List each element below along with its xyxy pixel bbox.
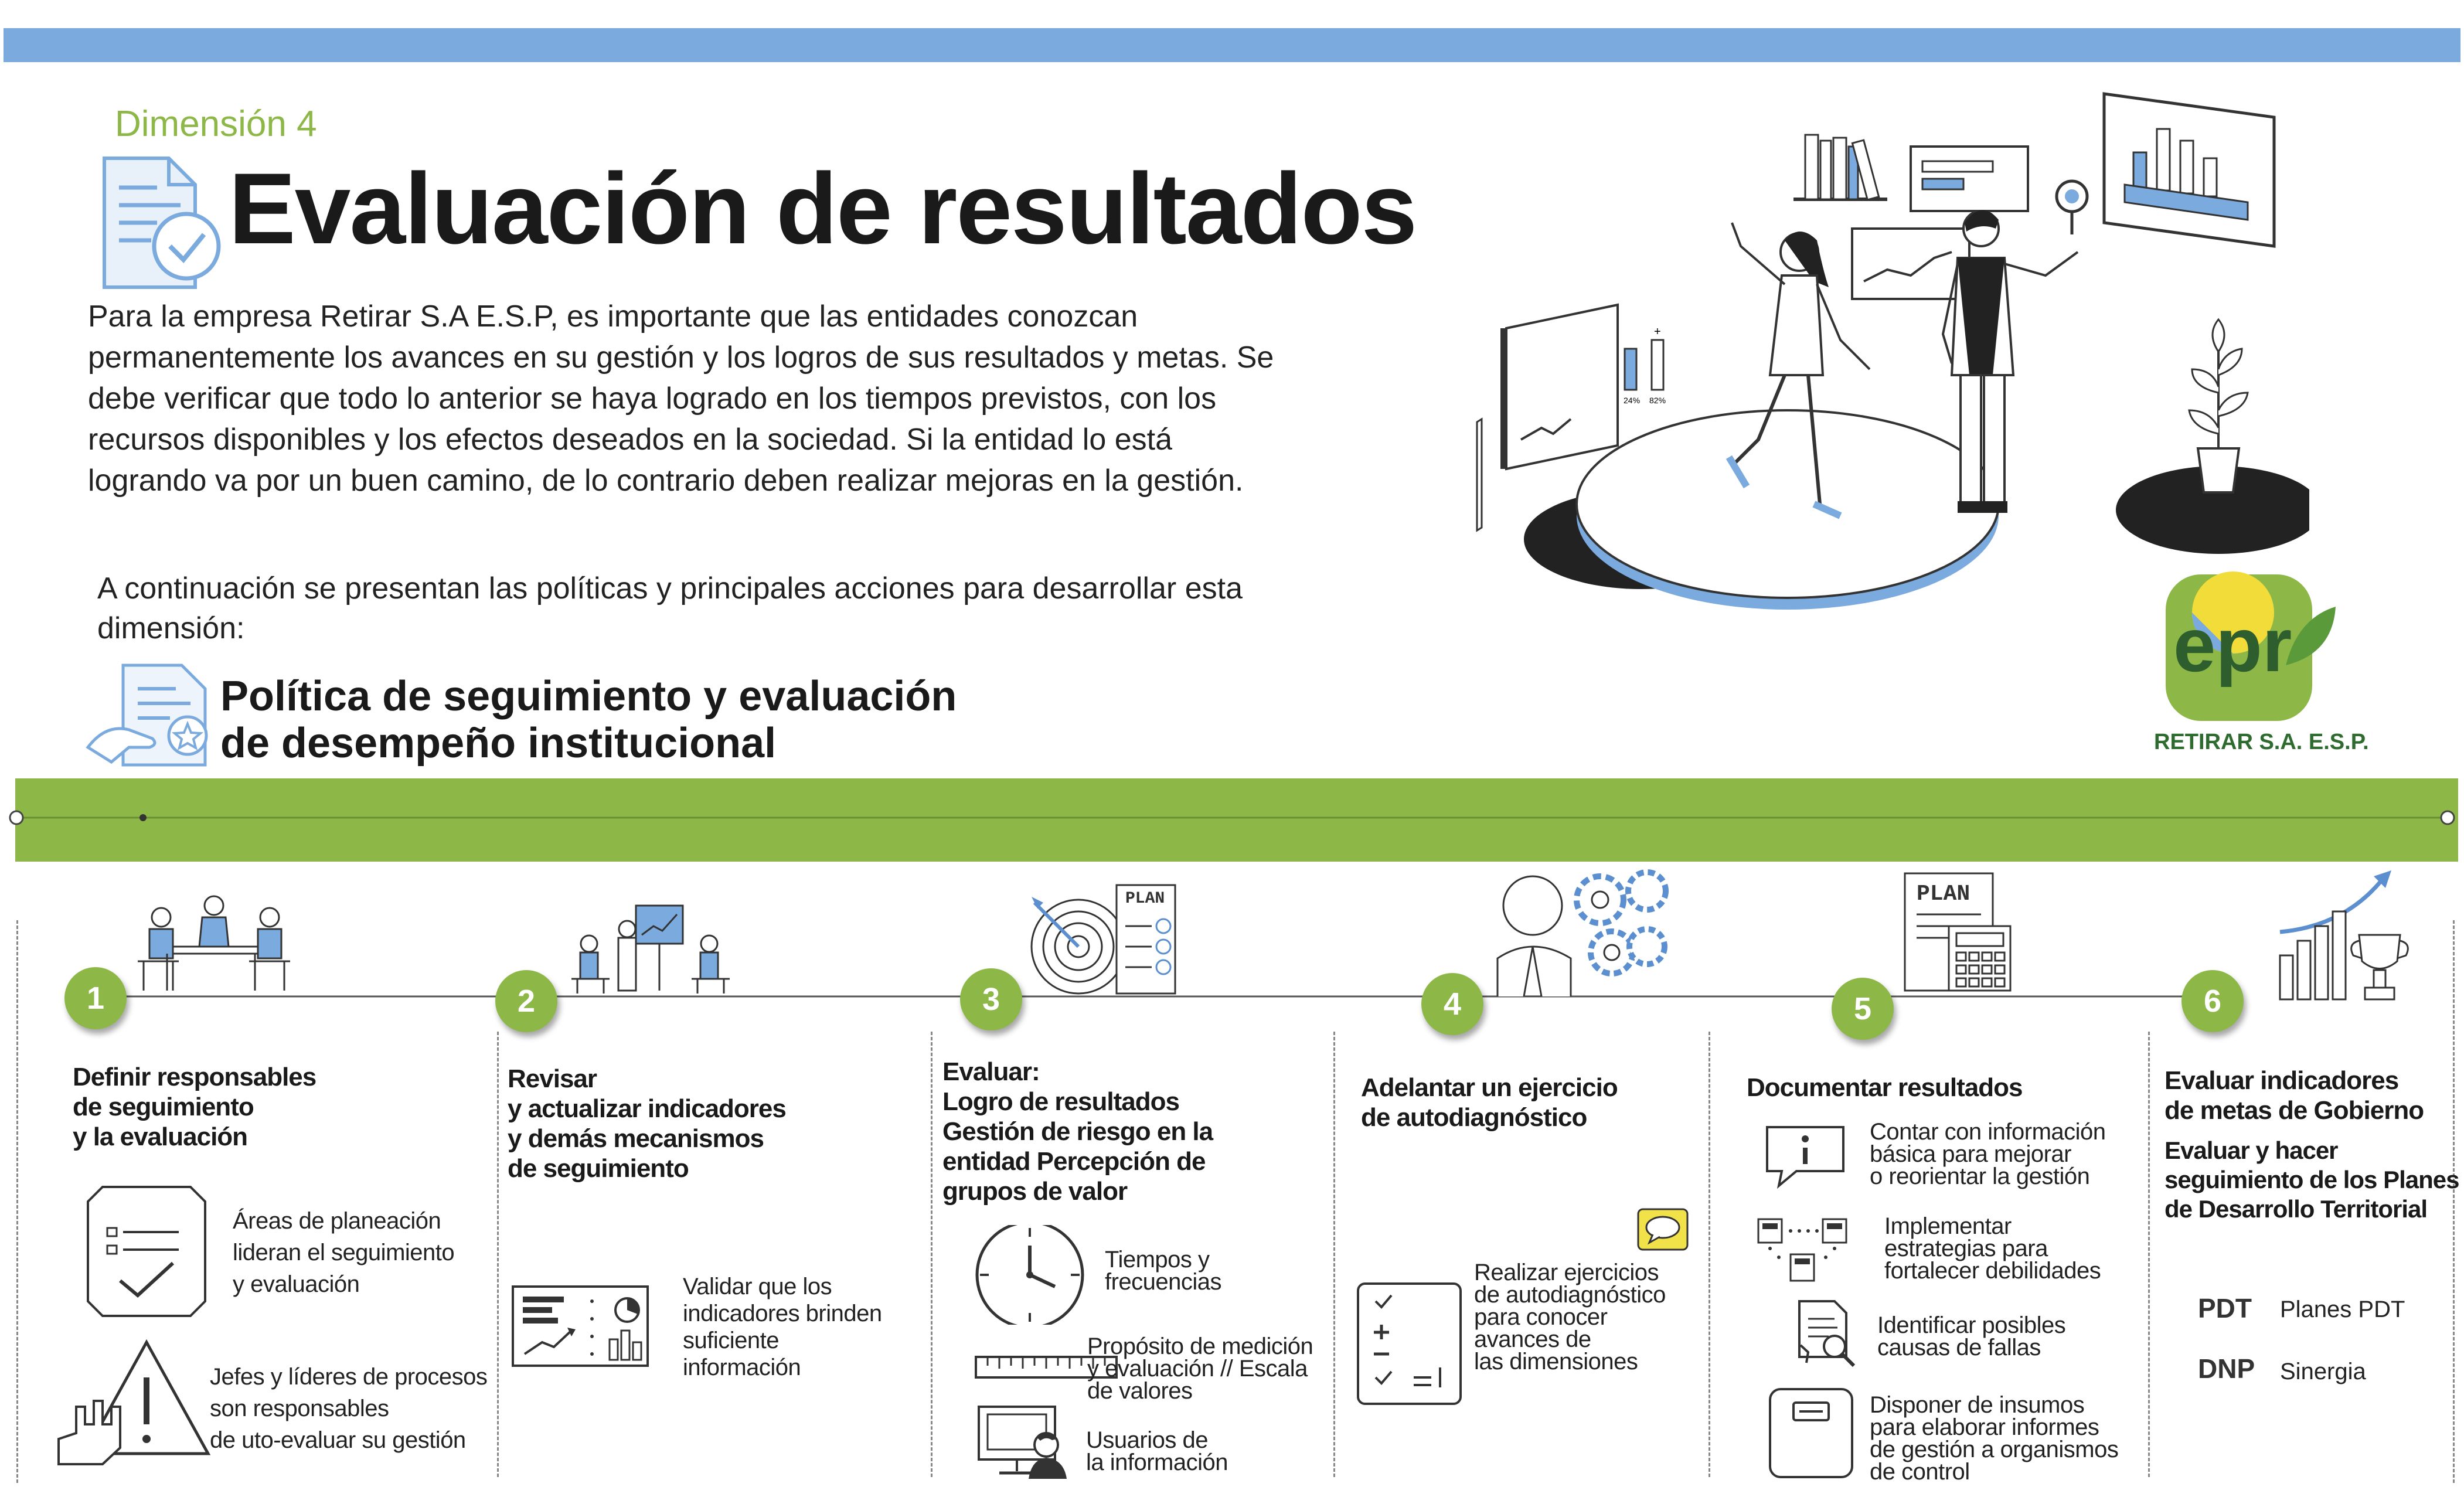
checklist-icon bbox=[85, 1184, 208, 1319]
logo-letters: epr bbox=[2173, 602, 2292, 688]
page-title: Evaluación de resultados bbox=[229, 152, 1417, 265]
step-3-heading-line: entidad Percepción de bbox=[942, 1147, 1206, 1176]
step-number-4: 4 bbox=[1421, 973, 1483, 1035]
step-6-subheading-line: seguimiento de los Planes bbox=[2164, 1166, 2459, 1193]
step-3-heading-line: Evaluar: bbox=[942, 1057, 1040, 1086]
text-line: Jefes y líderes de procesos bbox=[210, 1364, 488, 1390]
svg-text:PLAN: PLAN bbox=[1917, 882, 1970, 907]
column-divider bbox=[16, 920, 18, 1483]
step-5-item-3-text bbox=[1877, 1314, 2065, 1359]
step-6-heading-line: de metas de Gobierno bbox=[2164, 1096, 2424, 1125]
text-line: de control bbox=[1870, 1459, 1970, 1485]
column-divider bbox=[1709, 1032, 1710, 1477]
step-number-2: 2 bbox=[495, 970, 557, 1032]
company-logo bbox=[2163, 571, 2339, 724]
presentation-icon bbox=[563, 903, 738, 996]
step-1-heading-line: y la evaluación bbox=[73, 1122, 248, 1151]
computer-user-icon bbox=[976, 1404, 1073, 1480]
step-6-heading bbox=[2164, 1066, 2424, 1125]
speech-bubble-icon bbox=[1636, 1207, 1689, 1251]
step-1-heading-line: de seguimiento bbox=[73, 1093, 254, 1121]
step-number-6: 6 bbox=[2181, 970, 2244, 1032]
dnp-abbr: DNP bbox=[2198, 1353, 2255, 1384]
step-4-heading-line: Adelantar un ejercicio bbox=[1361, 1073, 1618, 1102]
column-divider bbox=[2148, 1032, 2150, 1477]
policy-title-line2: de desempeño institucional bbox=[220, 720, 777, 767]
text-line: la información bbox=[1086, 1450, 1228, 1475]
step-6-subheading-line: Evaluar y hacer bbox=[2164, 1137, 2338, 1164]
info-bubble-icon bbox=[1761, 1124, 1849, 1189]
text-line: Tiempos y bbox=[1105, 1247, 1210, 1273]
growth-trophy-icon bbox=[2274, 867, 2421, 1005]
step-6-heading-line: Evaluar indicadores bbox=[2164, 1066, 2399, 1095]
step-5-item-1-text bbox=[1870, 1121, 2106, 1188]
column-divider bbox=[931, 1032, 932, 1477]
text-line: o reorientar la gestión bbox=[1870, 1163, 2090, 1189]
text-line: Propósito de medición bbox=[1087, 1333, 1313, 1359]
text-line: Usuarios de bbox=[1086, 1427, 1208, 1453]
step-5-item-4-text bbox=[1870, 1394, 2128, 1483]
illustration-plus: + bbox=[1654, 325, 1661, 338]
step-5-heading-line: Documentar resultados bbox=[1747, 1073, 2023, 1102]
text-line: avances de bbox=[1474, 1326, 1591, 1352]
policy-title-line1: Política de seguimiento y evaluación bbox=[220, 673, 957, 720]
step-number-3: 3 bbox=[960, 968, 1022, 1030]
step-6-subheading bbox=[2164, 1136, 2459, 1224]
column-divider bbox=[1333, 1032, 1335, 1477]
step-3-item-1-text bbox=[1105, 1248, 1221, 1293]
document-search-icon bbox=[1793, 1298, 1858, 1369]
step-6-subheading-line: de Desarrollo Territorial bbox=[2164, 1195, 2428, 1223]
text-line: frecuencias bbox=[1105, 1269, 1222, 1295]
text-line: para conocer bbox=[1474, 1304, 1608, 1330]
text-line: Áreas de planeación bbox=[233, 1208, 441, 1234]
people-analytics-illustration bbox=[1465, 82, 2309, 633]
pdt-label: Planes PDT bbox=[2280, 1297, 2405, 1322]
step-3-heading-line: Logro de resultados bbox=[942, 1087, 1179, 1116]
step-5-item-2-text bbox=[1884, 1215, 2101, 1282]
step-2-heading-line: y actualizar indicadores bbox=[508, 1094, 786, 1123]
step-3-item-3-text bbox=[1086, 1429, 1228, 1474]
policy-title bbox=[220, 673, 957, 767]
text-line: para elaborar informes bbox=[1870, 1414, 2099, 1440]
text-line: suficiente bbox=[683, 1328, 779, 1353]
step-3-heading-line: grupos de valor bbox=[942, 1177, 1128, 1206]
text-line: de valores bbox=[1087, 1378, 1193, 1404]
step-3-item-2-text bbox=[1087, 1335, 1333, 1402]
text-line: Realizar ejercicios bbox=[1474, 1260, 1659, 1285]
folder-icon bbox=[1767, 1386, 1855, 1480]
text-line: lideran el seguimiento bbox=[233, 1240, 455, 1265]
text-line: de autodiagnóstico bbox=[1474, 1282, 1666, 1308]
step-1-item-2-text bbox=[210, 1361, 487, 1456]
calculator-checklist-icon bbox=[1355, 1281, 1464, 1407]
step-4-heading bbox=[1361, 1073, 1618, 1132]
dnp-label: Sinergia bbox=[2280, 1359, 2366, 1384]
illustration-bar1-label: 24% bbox=[1624, 396, 1641, 405]
step-number-1: 1 bbox=[64, 967, 127, 1029]
step-5-heading bbox=[1747, 1073, 2022, 1103]
text-line: Contar con información bbox=[1870, 1119, 2106, 1145]
text-line: indicadores brinden bbox=[683, 1301, 882, 1326]
text-line: Identificar posibles bbox=[1877, 1312, 2066, 1338]
text-line: Validar que los bbox=[683, 1274, 832, 1299]
intro-paragraph: Para la empresa Retirar S.A E.S.P, es importante que las entidades conozcan permanentemente los avances en su gestión y los logros de sus resultados y metas. Se debe verificar que todo lo anterior se haya logrado en los tiempos previstos, con los recursos disponibles y los efectos deseados en la sociedad. Si la entidad lo está logrando va por un buen camino, de lo contrario deben realizar mejoras en la gestión. bbox=[88, 300, 1274, 498]
meeting-icon bbox=[126, 891, 302, 996]
top-color-bar bbox=[4, 28, 2460, 62]
step-2-heading-line: Revisar bbox=[508, 1064, 597, 1093]
strategy-icon bbox=[1755, 1216, 1849, 1284]
text-line: Disponer de insumos bbox=[1870, 1392, 2085, 1418]
logo-company-name: RETIRAR S.A. E.S.P. bbox=[2154, 730, 2369, 754]
text-line: de gestión a organismos bbox=[1870, 1437, 2119, 1462]
column-divider bbox=[497, 1032, 499, 1477]
pdt-abbr: PDT bbox=[2198, 1293, 2252, 1324]
step-2-heading bbox=[508, 1064, 786, 1183]
step-1-heading bbox=[73, 1062, 316, 1152]
warning-hand-icon bbox=[53, 1336, 211, 1465]
green-band-line bbox=[0, 809, 2464, 826]
text-line: de uto-evaluar su gestión bbox=[210, 1427, 466, 1453]
illustration-bar2-label: 82% bbox=[1649, 396, 1666, 405]
target-plan-icon bbox=[1023, 879, 1187, 996]
step-2-heading-line: y demás mecanismos bbox=[508, 1124, 764, 1153]
step-1-heading-line: Definir responsables bbox=[73, 1063, 316, 1091]
step-3-heading bbox=[942, 1057, 1213, 1206]
text-line: las dimensiones bbox=[1474, 1349, 1638, 1374]
step-number-5: 5 bbox=[1832, 978, 1894, 1040]
plan-calculator-icon bbox=[1899, 867, 2016, 996]
text-line: información bbox=[683, 1355, 801, 1380]
text-line: y evaluación // Escala bbox=[1087, 1356, 1308, 1382]
timeline-line bbox=[0, 991, 2464, 1002]
text-line: estrategias para bbox=[1884, 1236, 2048, 1261]
clock-icon bbox=[973, 1225, 1087, 1325]
step-1-item-1-text bbox=[233, 1205, 454, 1300]
text-line: básica para mejorar bbox=[1870, 1141, 2071, 1167]
text-line: Implementar bbox=[1884, 1213, 2012, 1239]
step-3-heading-line: Gestión de riesgo en la bbox=[942, 1117, 1213, 1146]
person-gears-icon bbox=[1489, 865, 1670, 996]
step-2-heading-line: de seguimiento bbox=[508, 1154, 689, 1183]
text-line: fortalecer debilidades bbox=[1884, 1258, 2101, 1284]
step-4-heading-line: de autodiagnóstico bbox=[1361, 1103, 1587, 1132]
text-line: y evaluación bbox=[233, 1271, 360, 1297]
dimension-label: Dimensión 4 bbox=[115, 104, 317, 144]
dashboard-icon bbox=[510, 1284, 651, 1369]
intro-paragraph-2: A continuación se presentan las políticas y principales acciones para desarrollar esta dimensión: bbox=[97, 571, 1243, 645]
svg-text:PLAN: PLAN bbox=[1125, 890, 1165, 908]
illustration-bar-24 bbox=[1625, 349, 1636, 390]
text-line: son responsables bbox=[210, 1396, 389, 1421]
step-2-item-1-text bbox=[683, 1273, 882, 1381]
step-4-item-1-text bbox=[1474, 1261, 1703, 1373]
text-line: causas de fallas bbox=[1877, 1335, 2041, 1360]
document-check-icon bbox=[98, 152, 227, 293]
policy-document-star-icon bbox=[82, 659, 217, 771]
